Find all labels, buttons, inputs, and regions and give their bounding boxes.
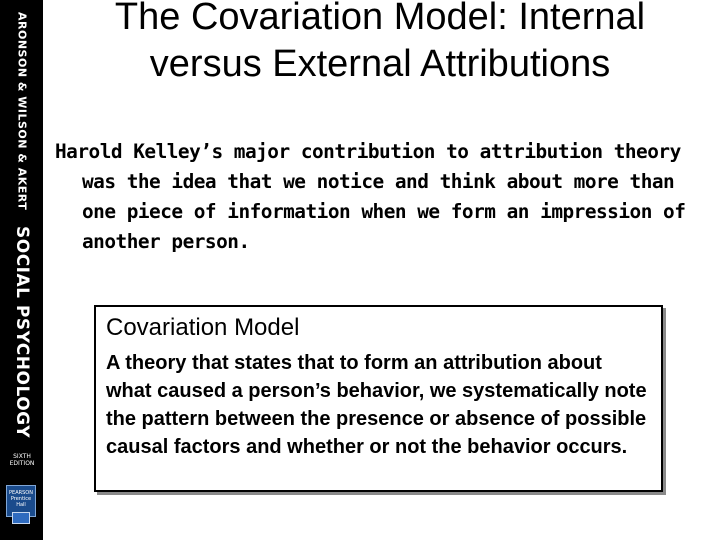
authors-label-container — [0, 0, 43, 220]
definition-text: A theory that states that to form an attribution about what caused a person’s behavior, we systematically note the pattern between the presence or absence of possible causal factors and whether or not the behavior occurs. — [106, 352, 647, 458]
book-sidebar — [0, 0, 43, 540]
slide-body-text: Harold Kelley’s major contribution to attribution theory was the idea that we notice and think about more than one piece of information when we form an impression of another person. — [55, 140, 686, 253]
book-title-container — [0, 222, 43, 442]
publisher-logo-icon — [12, 512, 30, 524]
edition-label: SIXTH EDITION — [9, 453, 35, 467]
authors-label: ARONSON & WILSON & AKERT — [15, 12, 28, 211]
book-title: SOCIAL PSYCHOLOGY — [11, 226, 32, 439]
publisher-name: PEARSON Prentice Hall — [9, 490, 33, 508]
publisher-logo — [6, 485, 36, 517]
slide-title: The Covariation Model: Internal versus External Attributions — [114, 0, 646, 85]
definition-box — [94, 305, 663, 492]
definition-term: Covariation Model — [106, 314, 300, 341]
